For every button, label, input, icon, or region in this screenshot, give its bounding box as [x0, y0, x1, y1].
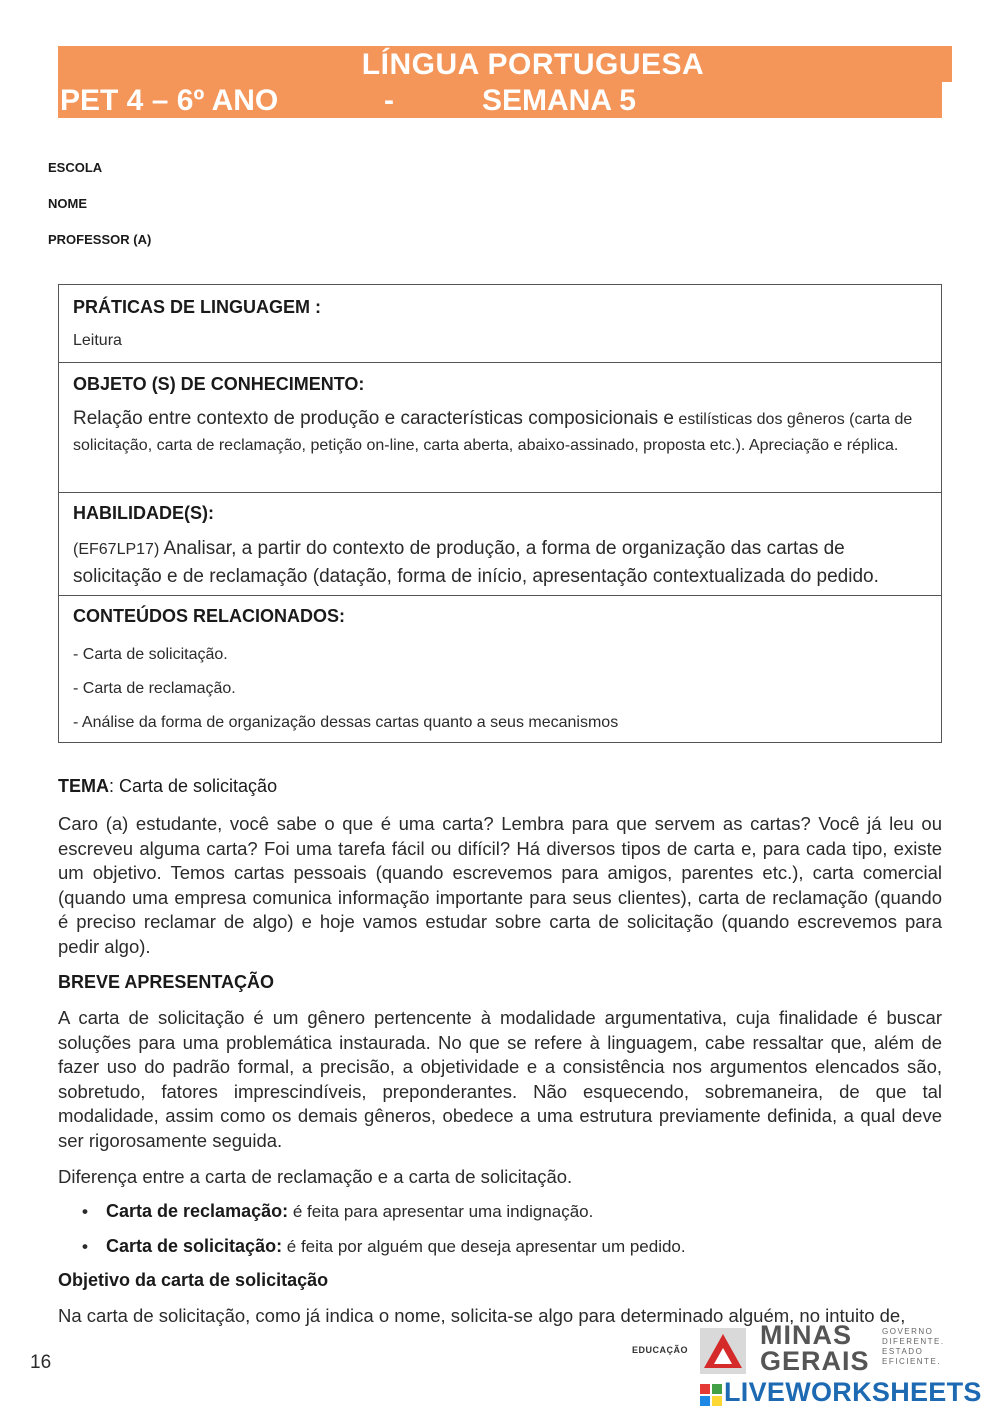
praticas-heading: PRÁTICAS DE LINGUAGEM :	[73, 297, 322, 317]
objeto-heading: OBJETO (S) DE CONHECIMENTO:	[73, 374, 365, 394]
habilidade-code: (EF67LP17)	[73, 541, 160, 558]
gerais-text: GERAIS	[760, 1346, 870, 1376]
subject-title: LÍNGUA PORTUGUESA	[361, 48, 705, 81]
governo-tagline	[882, 1327, 945, 1367]
bullet-term: Carta de solicitação:	[106, 1236, 283, 1256]
bullet-text: é feita por alguém que deseja apresentar um pedido.	[282, 1237, 686, 1256]
conteudo-item: - Carta de solicitação.	[73, 646, 228, 663]
header-dash: -	[384, 84, 394, 117]
bullet-item: • Carta de solicitação: é feita por alguém que deseja apresentar um pedido.	[82, 1236, 686, 1256]
objetivo-paragraph: Na carta de solicitação, como já indica o nome, solicita-se algo para determinado alguém, no intuito de,	[58, 1305, 906, 1326]
conteudo-item: - Análise da forma de organização dessas cartas quanto a seus mecanismos	[73, 714, 619, 731]
minas-gerais-wordmark	[760, 1322, 870, 1374]
educacao-label: EDUCAÇÃO	[632, 1345, 689, 1355]
info-table	[58, 284, 942, 743]
objeto-text-lead: Relação entre contexto de produção e características composicionais e	[73, 408, 674, 429]
bullet-text: é feita para apresentar uma indignação.	[288, 1202, 594, 1221]
section-praticas	[59, 285, 941, 363]
breve-heading: BREVE APRESENTAÇÃO	[58, 972, 275, 992]
page-number: 16	[30, 1352, 52, 1373]
objeto-text	[73, 406, 929, 459]
liveworksheets-watermark: LIVEWORKSHEETS	[724, 1377, 982, 1407]
field-professor: PROFESSOR (A)	[48, 232, 152, 247]
tema-text: : Carta de solicitação	[109, 776, 278, 796]
section-conteudos	[59, 596, 941, 742]
section-objeto	[59, 363, 941, 493]
tema	[58, 776, 277, 797]
field-nome: NOME	[48, 196, 87, 211]
tema-label: TEMA	[58, 776, 109, 796]
bullet-term: Carta de reclamação:	[106, 1201, 289, 1221]
breve-paragraph: A carta de solicitação é um gênero pertencente à modalidade argumentativa, cuja finalidade é buscar soluções para uma problemática instaurada. No que se refere à linguagem, cabe ressaltar que, além de fazer uso do padrão formal, a precisão, a objetividade e a consistência nos argumentos elencados são, sobretudo, fatores imprescindíveis, preponderantes. Não esquecendo, sobremaneira, de que tal modalidade, assim como os demais gêneros, obedece a uma estrutura previamente definida, a qual deve ser rigorosamente seguida.	[58, 1007, 942, 1151]
field-escola: ESCOLA	[48, 160, 103, 175]
diferenca-text: Diferença entre a carta de reclamação e a carta de solicitação.	[58, 1166, 573, 1187]
week-label: SEMANA 5	[482, 84, 636, 117]
habilidades-heading: HABILIDADE(S):	[73, 503, 214, 523]
objeto-text-rest: estilísticas dos gêneros (carta de solicitação, carta de reclamação, petição on-line, carta aberta, abaixo-assinado, proposta etc.). Apreciação e réplica.	[73, 411, 913, 454]
bullet-item: • Carta de reclamação: é feita para apresentar uma indignação.	[82, 1201, 594, 1221]
praticas-text: Leitura	[73, 332, 122, 349]
intro-paragraph: Caro (a) estudante, você sabe o que é uma carta? Lembra para que servem as cartas? Você já leu ou escreveu alguma carta? Foi uma tarefa fácil ou difícil? Há diversos tipos de carta e, para cada tipo, existe um objetivo. Temos cartas pessoais (quando escrevemos para amigos, parentes etc.), carta comercial (quando uma empresa comunica informação importante para seus clientes), carta de reclamação (quando é preciso reclamar de algo) e hoje vamos estudar sobre carta de solicitação (quando escrevemos para pedir algo).	[58, 813, 942, 957]
habilidades-text	[73, 535, 929, 591]
tagline-line: ESTADO	[882, 1347, 924, 1356]
tagline-line: EFICIENTE.	[882, 1357, 942, 1366]
habilidade-description: Analisar, a partir do contexto de produção, a forma de organização das cartas de solicitação e de reclamação (datação, forma de início, apresentação contextualizada do pedido.	[73, 538, 879, 587]
conteudo-item: - Carta de reclamação.	[73, 680, 236, 697]
tagline-line: DIFERENTE.	[882, 1337, 945, 1346]
objetivo-heading: Objetivo da carta de solicitação	[58, 1270, 329, 1290]
section-habilidades	[59, 493, 941, 596]
tagline-line: GOVERNO	[882, 1327, 934, 1336]
conteudos-heading: CONTEÚDOS RELACIONADOS:	[73, 606, 346, 626]
grade-label: PET 4 – 6º ANO	[60, 84, 279, 117]
minas-text: MINAS	[760, 1320, 852, 1350]
header-banner	[58, 46, 952, 118]
